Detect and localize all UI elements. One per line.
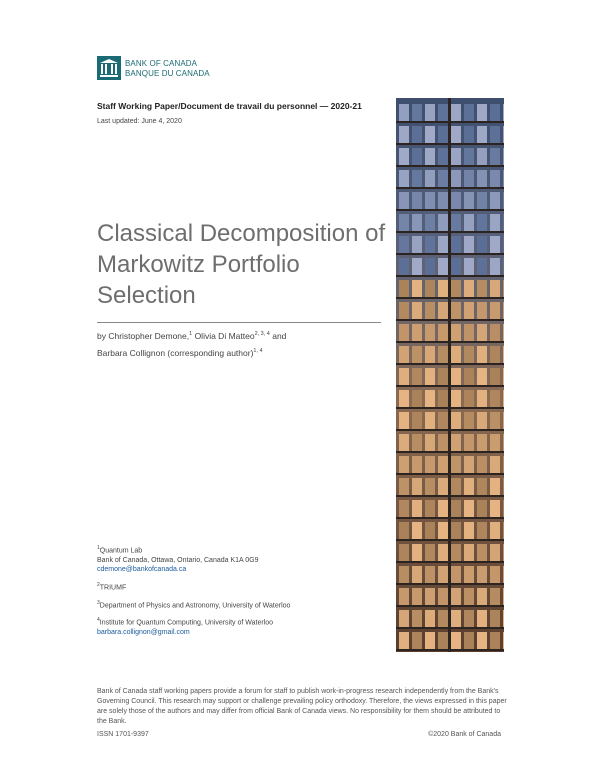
logo-line-en: BANK OF CANADA <box>125 59 198 68</box>
affiliation-name: Quantum Lab <box>99 547 143 555</box>
logo-line-fr: BANQUE DU CANADA <box>125 68 210 78</box>
affiliation-name: Institute for Quantum Computing, University of Waterloo <box>99 619 274 627</box>
author-sup: 2, 3, 4 <box>254 331 270 337</box>
bank-building-icon <box>97 56 121 80</box>
affiliation-sup: 2 <box>97 581 100 588</box>
author-prefix: by Christopher Demone, <box>97 330 190 341</box>
copyright: ©2020 Bank of Canada <box>428 731 501 738</box>
author-line-1 <box>97 327 387 344</box>
author-sup: 1, 4 <box>253 347 263 354</box>
glass-atrium-building-photo <box>396 98 504 652</box>
affiliation-address: Bank of Canada, Ottawa, Ontario, Canada K1A 0G9 <box>97 556 259 564</box>
author-list <box>97 327 387 361</box>
author-line-2 <box>97 344 387 361</box>
email-link[interactable]: cdemone@bankofcanada.ca <box>97 566 187 574</box>
building-photo-graphic <box>396 98 504 652</box>
last-updated: Last updated: June 4, 2020 <box>97 118 182 125</box>
series-label: Staff Working Paper/Document de travail du personnel — 2020-21 <box>97 101 362 111</box>
logo-text <box>125 59 210 78</box>
page-title: Classical Decomposition of Markowitz Portfolio Selection <box>97 220 386 309</box>
author-name: Barbara Collignon (corresponding author) <box>97 347 254 358</box>
affiliation-4 <box>97 616 387 637</box>
affiliation-3 <box>97 599 387 611</box>
title-divider <box>97 322 381 323</box>
affiliation-sup: 3 <box>97 599 100 606</box>
affiliations <box>97 544 387 644</box>
author-and: and <box>269 330 287 341</box>
author-sup: 1 <box>189 331 193 337</box>
affiliation-2 <box>97 581 387 593</box>
author-name: Olivia Di Matteo <box>192 330 255 341</box>
issn: ISSN 1701-9397 <box>97 731 149 738</box>
bank-of-canada-logo <box>97 56 237 82</box>
affiliation-1 <box>97 544 387 575</box>
affiliation-name: Department of Physics and Astronomy, University of Waterloo <box>99 601 291 609</box>
affiliation-sup: 4 <box>97 617 100 624</box>
email-link[interactable]: barbara.collignon@gmail.com <box>97 629 190 637</box>
affiliation-name: TRIUMF <box>99 584 127 592</box>
affiliation-sup: 1 <box>97 545 100 551</box>
disclaimer-text: Bank of Canada staff working papers provide a forum for staff to publish work-in-progress research independently from the Bank’s Governing Council. This research may support or challenge prevailing policy orthodoxy. Therefore, the views expressed in this paper are solely those of the authors and may differ from official Bank of Canada views. No responsibility for them should be attributed to the Bank. <box>97 688 507 725</box>
